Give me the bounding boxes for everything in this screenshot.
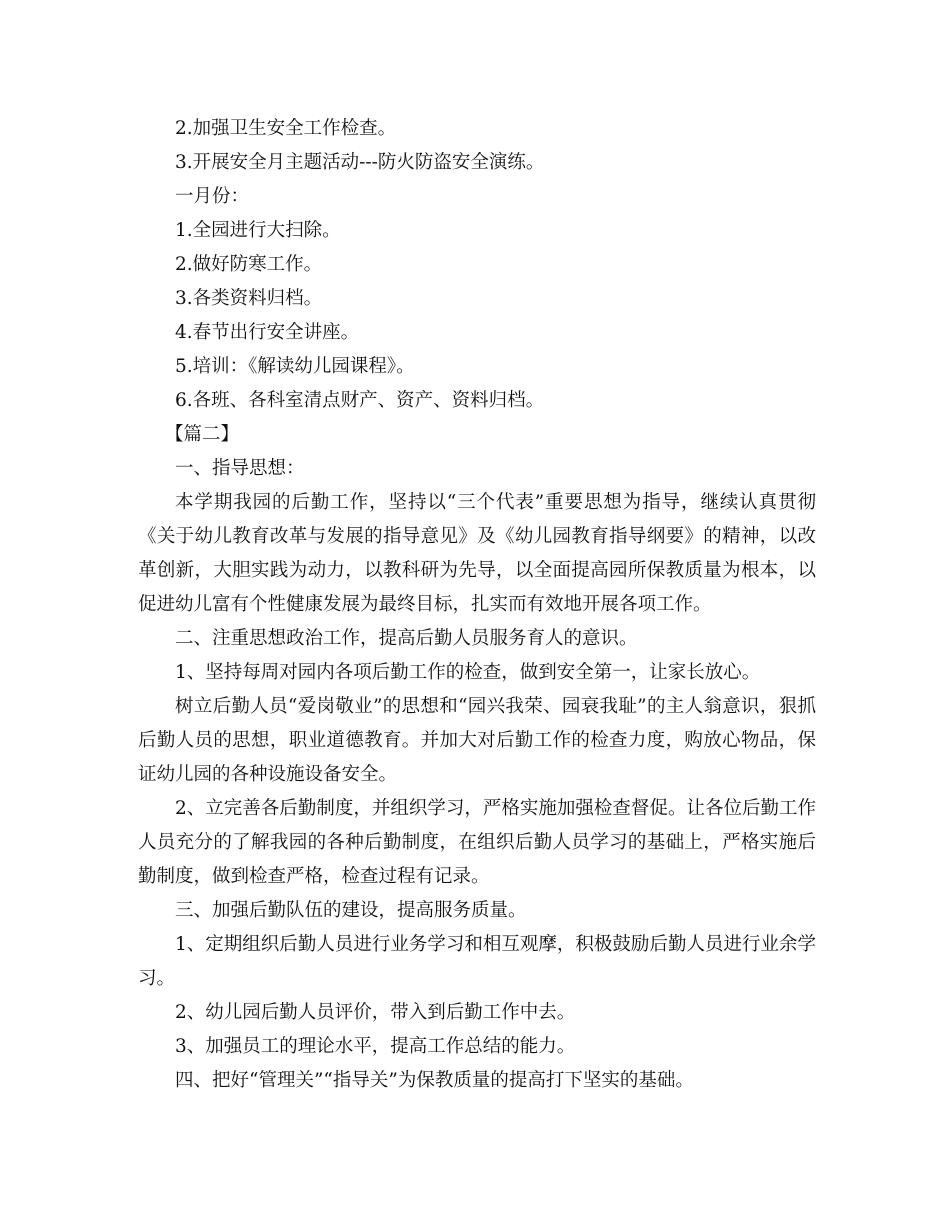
list-item: 2.做好防寒工作。: [175, 254, 323, 275]
list-item: 6.各班、各科室清点财产、资产、资料归档。: [175, 390, 545, 411]
section-heading: 三、加强后勤队伍的建设，提高服务质量。: [175, 900, 527, 921]
list-item: 3、加强员工的理论水平，提高工作总结的能力。: [175, 1036, 576, 1057]
part-heading: 【篇二】: [165, 424, 240, 445]
list-item: 1、定期组织后勤人员进行业务学习和相互观摩，积极鼓励后勤人员进行业余学习。: [138, 934, 816, 989]
body-paragraph: 树立后勤人员“爱岗敬业”的思想和“园兴我荣、园衰我耻”的主人翁意识，狠抓后勤人员的思想，职业道德教育。并加大对后勤工作的检查力度，购放心物品，保证幼儿园的各种设施设备安全。: [138, 696, 816, 785]
list-item: 1、坚持每周对园内各项后勤工作的检查，做到安全第一，让家长放心。: [175, 662, 761, 683]
list-item: 3.开展安全月主题活动---防火防盗安全演练。: [175, 152, 545, 173]
list-item: 1.全园进行大扫除。: [175, 220, 341, 241]
body-paragraph: 2、立完善各后勤制度，并组织学习，严格实施加强检查督促。让各位后勤工作人员充分的了解我园的各种后勤制度，在组织后勤人员学习的基础上，严格实施后勤制度，做到检查严格，检查过程有记录。: [138, 798, 816, 887]
list-item: 2、幼儿园后勤人员评价，带入到后勤工作中去。: [175, 1002, 576, 1023]
section-heading: 一月份：: [175, 186, 250, 207]
section-heading: 一、指导思想：: [175, 458, 305, 479]
section-heading: 四、把好“管理关”“指导关”为保教质量的提高打下坚实的基础。: [175, 1070, 694, 1091]
list-item: 4.春节出行安全讲座。: [175, 322, 360, 343]
section-heading: 二、注重思想政治工作，提高后勤人员服务育人的意识。: [175, 628, 638, 649]
body-paragraph: 本学期我园的后勤工作，坚持以“三个代表”重要思想为指导，继续认真贯彻《关于幼儿教育改革与发展的指导意见》及《幼儿园教育指导纲要》的精神，以改革创新，大胆实践为动力，以教科研为先导，以全面提高园所保教质量为根本，以促进幼儿富有个性健康发展为最终目标，扎实而有效地开展各项工作。: [138, 492, 816, 615]
document-page: [138, 112, 816, 1098]
list-item: 3.各类资料归档。: [175, 288, 323, 309]
list-item: 2.加强卫生安全工作检查。: [175, 118, 397, 139]
list-item: 5.培训：《解读幼儿园课程》。: [175, 356, 415, 377]
